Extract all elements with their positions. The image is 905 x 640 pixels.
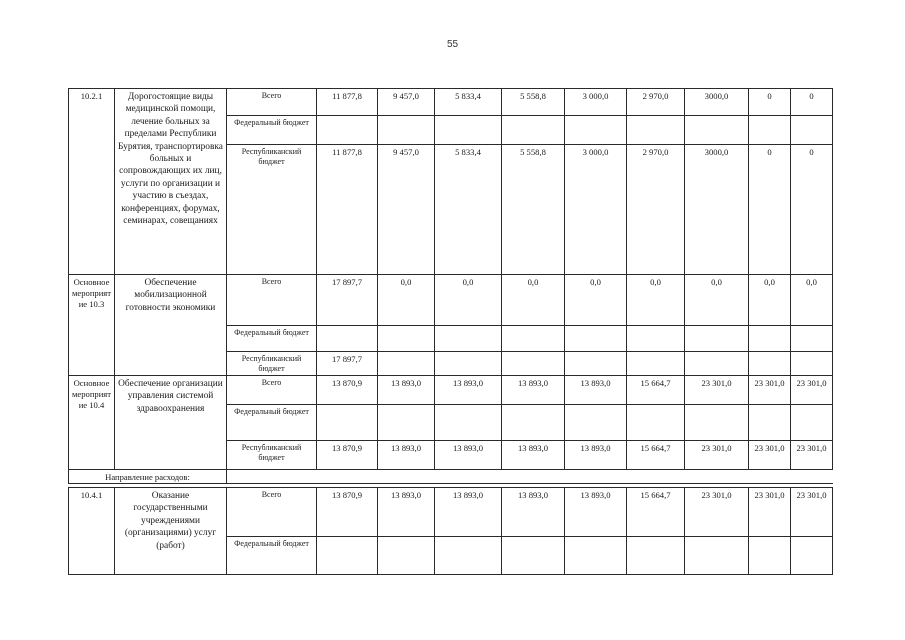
amount-cell (565, 326, 627, 352)
amount-cell: 23 301,0 (685, 488, 749, 537)
amount-cell (565, 352, 627, 376)
amount-cell: 5 833,4 (435, 145, 502, 275)
amount-cell: 13 893,0 (502, 441, 565, 470)
empty-cell (227, 470, 317, 484)
amount-cell: 17 897,7 (317, 352, 378, 376)
funding-source-label: Всего (227, 275, 317, 326)
amount-cell: 13 893,0 (565, 488, 627, 537)
amount-cell (685, 537, 749, 575)
section-1-name: Дорогостоящие виды медицинской помощи, лечение больных за пределами Республики Бурятия, транспортировка больных и сопровождающих их лиц, услуги по организации и участию в съездах, конференциях, форумах, семинарах, совещаниях (115, 89, 227, 275)
amount-cell: 23 301,0 (749, 441, 791, 470)
section-2-name: Обеспечение мобилизационной готовности экономики (115, 275, 227, 376)
amount-cell: 13 893,0 (378, 441, 435, 470)
amount-cell (317, 116, 378, 145)
empty-cell (435, 470, 502, 484)
amount-cell (749, 352, 791, 376)
funding-source-label: Всего (227, 376, 317, 405)
amount-cell: 0 (749, 145, 791, 275)
amount-cell: 15 664,7 (627, 441, 685, 470)
amount-cell: 0,0 (791, 275, 833, 326)
amount-cell (791, 537, 833, 575)
amount-cell: 23 301,0 (791, 376, 833, 405)
amount-cell (317, 326, 378, 352)
amount-cell (749, 405, 791, 441)
amount-cell: 5 558,8 (502, 89, 565, 116)
empty-cell (502, 470, 565, 484)
amount-cell: 0,0 (502, 275, 565, 326)
amount-cell: 0,0 (565, 275, 627, 326)
empty-cell (378, 470, 435, 484)
amount-cell (685, 352, 749, 376)
amount-cell: 13 893,0 (378, 376, 435, 405)
table-row (69, 488, 833, 537)
section-2-code: Основное мероприятие 10.3 (69, 275, 115, 376)
empty-cell (791, 470, 833, 484)
amount-cell (565, 405, 627, 441)
direction-row (69, 470, 833, 484)
amount-cell: 13 893,0 (435, 376, 502, 405)
amount-cell (317, 405, 378, 441)
amount-cell: 3000,0 (685, 145, 749, 275)
amount-cell (627, 326, 685, 352)
amount-cell (685, 326, 749, 352)
amount-cell: 0,0 (435, 275, 502, 326)
amount-cell (791, 405, 833, 441)
amount-cell (435, 537, 502, 575)
empty-cell (565, 470, 627, 484)
page-number: 55 (446, 39, 459, 50)
amount-cell: 13 893,0 (502, 376, 565, 405)
amount-cell (502, 405, 565, 441)
empty-cell (749, 470, 791, 484)
amount-cell (502, 537, 565, 575)
section-3-name: Обеспечение организации управления системой здравоохранения (115, 376, 227, 470)
amount-cell (791, 352, 833, 376)
amount-cell: 0 (749, 89, 791, 116)
amount-cell (378, 326, 435, 352)
budget-table (68, 88, 833, 575)
amount-cell (627, 537, 685, 575)
amount-cell: 9 457,0 (378, 145, 435, 275)
amount-cell (749, 326, 791, 352)
amount-cell (378, 405, 435, 441)
amount-cell (502, 116, 565, 145)
table-row (69, 89, 833, 116)
amount-cell: 15 664,7 (627, 376, 685, 405)
amount-cell: 13 870,9 (317, 441, 378, 470)
section-3-code: Основное мероприятие 10.4 (69, 376, 115, 470)
amount-cell (565, 537, 627, 575)
amount-cell: 13 870,9 (317, 376, 378, 405)
amount-cell (435, 352, 502, 376)
amount-cell (435, 326, 502, 352)
amount-cell: 5 833,4 (435, 89, 502, 116)
amount-cell: 23 301,0 (791, 441, 833, 470)
amount-cell: 2 970,0 (627, 145, 685, 275)
funding-source-label: Федеральный бюджет (227, 405, 317, 441)
amount-cell: 2 970,0 (627, 89, 685, 116)
amount-cell (791, 116, 833, 145)
amount-cell: 0,0 (378, 275, 435, 326)
amount-cell: 3 000,0 (565, 145, 627, 275)
amount-cell: 13 893,0 (435, 488, 502, 537)
amount-cell (749, 537, 791, 575)
amount-cell: 13 870,9 (317, 488, 378, 537)
amount-cell (685, 405, 749, 441)
amount-cell: 0,0 (749, 275, 791, 326)
table-row (69, 376, 833, 405)
amount-cell (627, 352, 685, 376)
amount-cell (435, 116, 502, 145)
amount-cell (791, 326, 833, 352)
funding-source-label: Республиканский бюджет (227, 441, 317, 470)
amount-cell: 13 893,0 (435, 441, 502, 470)
empty-cell (685, 470, 749, 484)
amount-cell: 3 000,0 (565, 89, 627, 116)
amount-cell (435, 405, 502, 441)
funding-source-label: Федеральный бюджет (227, 116, 317, 145)
amount-cell (502, 352, 565, 376)
amount-cell: 3000,0 (685, 89, 749, 116)
amount-cell: 13 893,0 (502, 488, 565, 537)
amount-cell: 13 893,0 (565, 441, 627, 470)
amount-cell (317, 537, 378, 575)
amount-cell (749, 116, 791, 145)
amount-cell (378, 537, 435, 575)
amount-cell: 23 301,0 (685, 376, 749, 405)
amount-cell: 15 664,7 (627, 488, 685, 537)
amount-cell (502, 326, 565, 352)
table-row (69, 275, 833, 326)
amount-cell: 0,0 (685, 275, 749, 326)
section-last-name: Оказание государственными учреждениями (организациями) услуг (работ) (115, 488, 227, 575)
amount-cell: 13 893,0 (565, 376, 627, 405)
amount-cell: 11 877,8 (317, 145, 378, 275)
amount-cell: 23 301,0 (685, 441, 749, 470)
amount-cell (627, 116, 685, 145)
funding-source-label: Республиканский бюджет (227, 145, 317, 275)
funding-source-label: Всего (227, 488, 317, 537)
amount-cell: 0 (791, 89, 833, 116)
amount-cell: 17 897,7 (317, 275, 378, 326)
amount-cell: 23 301,0 (791, 488, 833, 537)
empty-cell (317, 470, 378, 484)
amount-cell (378, 116, 435, 145)
amount-cell: 0,0 (627, 275, 685, 326)
funding-source-label: Федеральный бюджет (227, 537, 317, 575)
section-1-code: 10.2.1 (69, 89, 115, 275)
amount-cell: 13 893,0 (378, 488, 435, 537)
section-last-code: 10.4.1 (69, 488, 115, 575)
amount-cell (627, 405, 685, 441)
amount-cell: 23 301,0 (749, 488, 791, 537)
direction-label: Направление расходов: (69, 470, 227, 484)
amount-cell (685, 116, 749, 145)
empty-cell (627, 470, 685, 484)
amount-cell (565, 116, 627, 145)
amount-cell: 23 301,0 (749, 376, 791, 405)
amount-cell (378, 352, 435, 376)
amount-cell: 9 457,0 (378, 89, 435, 116)
amount-cell: 0 (791, 145, 833, 275)
amount-cell: 5 558,8 (502, 145, 565, 275)
funding-source-label: Республиканский бюджет (227, 352, 317, 376)
funding-source-label: Федеральный бюджет (227, 326, 317, 352)
funding-source-label: Всего (227, 89, 317, 116)
amount-cell: 11 877,8 (317, 89, 378, 116)
